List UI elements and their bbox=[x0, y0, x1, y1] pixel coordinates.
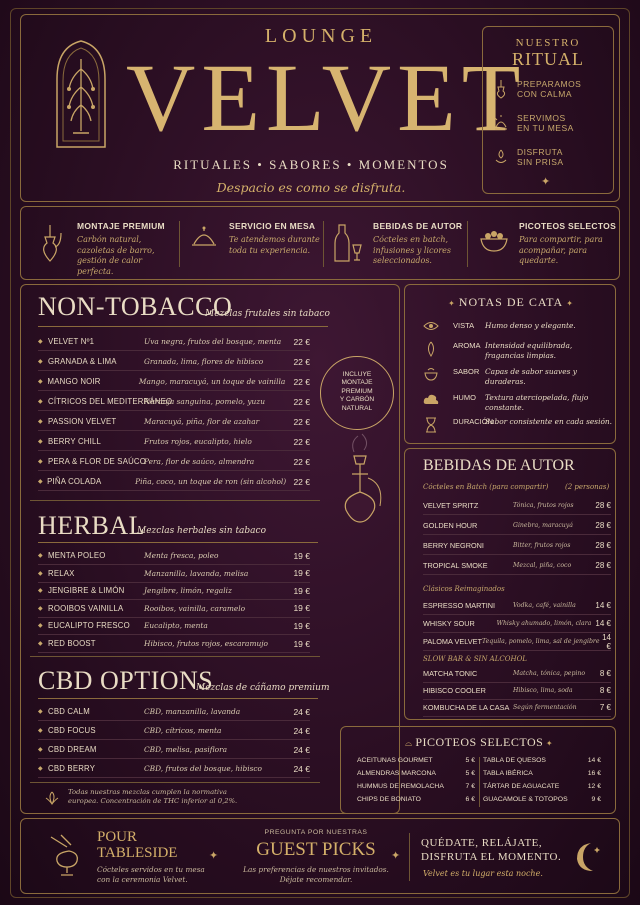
snack-bowl-icon: ⌓ bbox=[404, 738, 416, 748]
drink-item-desc: Hibisco, lima, soda bbox=[513, 687, 573, 694]
snack-item-name: ACEITUNAS GOURMET bbox=[357, 757, 433, 764]
drink-item bbox=[423, 497, 611, 515]
picoteos-title-row: ⌓ PICOTEOS SELECTOS ✦ bbox=[404, 735, 554, 749]
nota-item bbox=[423, 393, 613, 412]
star-ornament-icon: ✦ bbox=[209, 849, 219, 862]
herbal-title: HERBAL bbox=[38, 511, 145, 540]
ritual-panel bbox=[482, 26, 614, 194]
menu-item bbox=[38, 393, 310, 411]
relax-icon bbox=[493, 147, 509, 167]
snack-bowl-icon bbox=[479, 223, 509, 253]
menu-item-name: CBD BERRY bbox=[48, 764, 96, 773]
drink-item bbox=[423, 517, 611, 535]
badge-line: MONTAJE bbox=[341, 379, 373, 387]
pour-desc: Cócteles servidos en tu mesa bbox=[97, 865, 205, 874]
nota-desc: Sabor consistente en cada sesión. bbox=[485, 417, 613, 426]
menu-item-desc: Eucalipto, menta bbox=[144, 621, 208, 631]
menu-item-name: GRANADA & LIMA bbox=[48, 357, 117, 366]
non-tobacco-title: NON-TOBACCO bbox=[38, 292, 233, 321]
drink-item-desc: Según fermentación bbox=[513, 704, 577, 711]
snack-item-price: 9 € bbox=[591, 796, 601, 803]
feature-desc: Te atendemos durante toda tu experiencia. bbox=[229, 235, 320, 255]
bullet-icon: ◆ bbox=[38, 438, 43, 445]
drink-item-desc: Tequila, pomelo, lima, sal de jengibre bbox=[481, 638, 600, 645]
ritual-step-line2: CON CALMA bbox=[517, 89, 573, 99]
nota-item bbox=[423, 367, 613, 386]
menu-item-price: 19 € bbox=[293, 585, 310, 596]
bullet-icon: ◆ bbox=[38, 708, 43, 715]
menu-item-price: 19 € bbox=[293, 638, 310, 649]
menu-item-name: EUCALIPTO FRESCO bbox=[48, 621, 130, 631]
drink-item-price: 28 € bbox=[595, 521, 611, 530]
feature-desc: Para compartir, para acompañar, para quedarte. bbox=[519, 235, 603, 265]
menu-item bbox=[38, 333, 310, 351]
menu-item-name: RED BOOST bbox=[48, 639, 96, 648]
menu-item-name: CBD DREAM bbox=[48, 745, 97, 754]
menu-item-name: RELAX bbox=[48, 568, 75, 578]
menu-item-price: 24 € bbox=[293, 744, 310, 755]
bullet-icon: ◆ bbox=[38, 765, 43, 772]
snack-item-price: 12 € bbox=[587, 783, 601, 790]
menu-item-name: BERRY CHILL bbox=[48, 437, 102, 446]
menu-item-name: PIÑA COLADA bbox=[47, 477, 102, 486]
snack-item-price: 5 € bbox=[465, 757, 475, 764]
nota-label: HUMO bbox=[453, 393, 476, 402]
section-rule bbox=[38, 698, 318, 699]
feature-desc: Carbón natural, cazoletas de barro, gestión de calor perfecta. bbox=[77, 235, 155, 276]
divider bbox=[409, 833, 410, 881]
menu-item-price: 22 € bbox=[293, 396, 310, 407]
bullet-icon: ◆ bbox=[38, 604, 43, 612]
slow-label: SLOW BAR & SIN ALCOHOL bbox=[423, 655, 527, 663]
nota-label: SABOR bbox=[453, 367, 480, 376]
snack-item-name: ALMENDRAS MARCONA bbox=[357, 770, 436, 777]
snack-item-price: 6 € bbox=[465, 796, 475, 803]
hookah-icon bbox=[37, 223, 63, 263]
drink-item bbox=[423, 665, 611, 683]
feature-item bbox=[333, 217, 478, 273]
drink-item bbox=[423, 557, 611, 575]
menu-item-desc: Naranja sanguina, pomelo, yuzu bbox=[144, 397, 265, 406]
bullet-icon: ◆ bbox=[38, 398, 43, 405]
drink-item-desc: Mezcal, piña, coco bbox=[513, 562, 572, 569]
drink-item-name: VELVET SPRITZ bbox=[423, 501, 479, 510]
closing-line: DISFRUTA EL MOMENTO. bbox=[421, 851, 562, 863]
notas-title: NOTAS DE CATA bbox=[458, 295, 564, 309]
nota-item bbox=[423, 321, 613, 331]
clasicos-label: Clásicos Reimaginados bbox=[423, 585, 505, 593]
aroma-icon bbox=[423, 341, 439, 357]
drink-item-name: KOMBUCHA DE LA CASA bbox=[423, 703, 510, 712]
star-ornament-icon: ✦ bbox=[391, 849, 401, 862]
feature-item bbox=[479, 217, 624, 273]
guest-desc: Las preferencias de nuestros invitados. bbox=[243, 865, 389, 874]
drink-item-name: ESPRESSO MARTINI bbox=[423, 601, 496, 610]
drink-item-name: HIBISCO COOLER bbox=[423, 686, 486, 695]
pour-desc: con la ceremonia Velvet. bbox=[97, 875, 188, 884]
feature-title: BEBIDAS DE AUTOR bbox=[373, 221, 463, 231]
cbd-title: CBD OPTIONS bbox=[38, 666, 214, 695]
bullet-icon: ◆ bbox=[38, 746, 43, 753]
badge-line: Y CARBÓN bbox=[339, 396, 375, 404]
closing-tagline: Velvet es tu lugar esta noche. bbox=[423, 869, 543, 878]
snack-item-price: 14 € bbox=[587, 757, 601, 764]
menu-item-price: 19 € bbox=[293, 568, 310, 579]
bullet-icon: ◆ bbox=[38, 358, 43, 365]
menu-item-price: 22 € bbox=[293, 376, 310, 387]
menu-item-price: 22 € bbox=[293, 416, 310, 427]
divider bbox=[467, 221, 468, 267]
menu-item-desc: Mango, maracuyá, un toque de vainilla bbox=[138, 377, 286, 386]
moon-icon bbox=[569, 839, 605, 875]
menu-item-desc: Jengibre, limón, regaliz bbox=[144, 586, 232, 596]
leaf-icon bbox=[44, 790, 60, 806]
pour-title: POUR bbox=[97, 829, 138, 845]
ritual-title-top: NUESTRO bbox=[515, 37, 581, 49]
menu-item-price: 22 € bbox=[293, 336, 310, 347]
hourglass-icon bbox=[423, 417, 439, 433]
menu-item-name: PASSION VELVET bbox=[48, 417, 117, 426]
taste-icon bbox=[423, 367, 439, 381]
ritual-step-line1: SERVIMOS bbox=[517, 113, 566, 123]
drink-item-price: 8 € bbox=[599, 669, 611, 678]
menu-item-desc: CBD, frutos del bosque, hibisco bbox=[144, 764, 262, 773]
badge-line: PREMIUM bbox=[341, 387, 373, 395]
menu-item-price: 24 € bbox=[293, 725, 310, 736]
cbd-note: Todas nuestras mezclas cumplen la normativa europea. Concentración de THC inferior al 0,2%. bbox=[68, 788, 238, 805]
ritual-step-line2: SIN PRISA bbox=[517, 157, 564, 167]
menu-item-price: 24 € bbox=[293, 763, 310, 774]
picoteos-panel bbox=[340, 726, 616, 814]
menu-item-desc: CBD, cítricos, menta bbox=[144, 726, 222, 735]
snack-item-name: TABLA IBÉRICA bbox=[483, 770, 533, 777]
bullet-icon: ◆ bbox=[38, 378, 43, 385]
drink-item bbox=[423, 615, 611, 633]
nota-desc: Humo denso y elegante. bbox=[485, 321, 576, 330]
section-rule bbox=[30, 656, 320, 657]
snack-item bbox=[483, 783, 601, 790]
bullet-icon: ◆ bbox=[38, 569, 43, 577]
divider bbox=[323, 221, 324, 267]
nota-desc: Intensidad equilibrada, fragancias limpias. bbox=[485, 341, 573, 360]
menu-item-price: 22 € bbox=[293, 356, 310, 367]
badge-line: INCLUYE bbox=[342, 371, 372, 378]
bullet-icon: ◆ bbox=[38, 622, 43, 630]
picoteos-title: PICOTEOS SELECTOS bbox=[415, 735, 544, 749]
drink-item-desc: Bitter, frutos rojos bbox=[513, 542, 571, 549]
brand-tagline: RITUALES • SABORES • MOMENTOS bbox=[173, 157, 449, 172]
guest-title: GUEST PICKS bbox=[256, 839, 376, 860]
nota-desc: Capas de sabor suaves y duraderas. bbox=[485, 367, 577, 386]
snack-item bbox=[357, 770, 475, 777]
drink-item-price: 28 € bbox=[595, 501, 611, 510]
menu-item bbox=[38, 433, 310, 451]
bullet-icon: ◆ bbox=[38, 458, 43, 465]
menu-item-price: 22 € bbox=[293, 436, 310, 447]
snack-item-price: 7 € bbox=[465, 783, 475, 790]
menu-item-name: MENTA POLEO bbox=[48, 551, 106, 560]
snack-item bbox=[357, 783, 475, 790]
snack-item bbox=[483, 757, 601, 764]
menu-item-desc: Menta fresca, poleo bbox=[144, 551, 219, 560]
menu-item-price: 22 € bbox=[293, 456, 310, 467]
ritual-step bbox=[493, 147, 564, 167]
snack-item bbox=[357, 757, 475, 764]
bullet-icon: ◆ bbox=[38, 338, 43, 345]
menu-item-desc: Granada, lima, flores de hibisco bbox=[144, 357, 264, 366]
menu-item bbox=[38, 473, 310, 491]
drink-item-desc: Vodka, café, vainilla bbox=[513, 602, 576, 609]
badge-line: NATURAL bbox=[341, 404, 373, 412]
menu-item-desc: CBD, manzanilla, lavanda bbox=[144, 707, 241, 716]
non-tobacco-subtitle: Mezclas frutales sin tabaco bbox=[205, 309, 330, 319]
menu-item-name: MANGO NOIR bbox=[47, 377, 101, 386]
menu-item bbox=[38, 617, 310, 635]
nota-label: VISTA bbox=[453, 321, 475, 330]
drink-item-price: 28 € bbox=[595, 541, 611, 550]
menu-item-desc: Rooibos, vainilla, caramelo bbox=[144, 603, 246, 613]
section-rule bbox=[38, 542, 318, 543]
snack-item-name: HUMMUS DE REMOLACHA bbox=[357, 783, 444, 790]
bullet-icon: ◆ bbox=[38, 640, 43, 647]
cbd-subtitle: Mezclas de cáñamo premium bbox=[196, 683, 330, 693]
snack-item bbox=[483, 796, 601, 803]
menu-item-name: CBD FOCUS bbox=[48, 726, 96, 735]
drink-item-name: WHISKY SOUR bbox=[423, 619, 475, 628]
menu-item-desc: Manzanilla, lavanda, melisa bbox=[144, 568, 249, 578]
bebidas-title: BEBIDAS DE AUTOR bbox=[423, 457, 575, 474]
hookah-illustration-icon bbox=[330, 434, 390, 524]
eye-icon bbox=[423, 321, 439, 331]
section-rule bbox=[30, 782, 320, 783]
menu-item-price: 19 € bbox=[293, 603, 310, 614]
menu-item bbox=[38, 741, 310, 759]
drink-item-price: 14 € bbox=[602, 632, 611, 651]
divider bbox=[179, 221, 180, 267]
drink-item-desc: Whisky ahumado, limón, clara bbox=[496, 620, 592, 627]
drink-item-name: GOLDEN HOUR bbox=[423, 521, 478, 530]
drink-item-name: BERRY NEGRONI bbox=[423, 541, 484, 550]
bullet-icon: ◆ bbox=[38, 552, 43, 559]
bottle-glass-icon bbox=[333, 223, 363, 263]
bebidas-panel bbox=[404, 448, 616, 720]
nota-item bbox=[423, 341, 613, 360]
drink-item-price: 14 € bbox=[595, 619, 611, 628]
snack-item bbox=[357, 796, 475, 803]
footer-panel bbox=[20, 818, 620, 894]
drink-item-price: 7 € bbox=[599, 703, 611, 712]
menu-item-desc: Maracuyá, piña, flor de azahar bbox=[144, 417, 260, 426]
drink-item bbox=[423, 537, 611, 555]
menu-item-name: PERA & FLOR DE SAÚCO bbox=[48, 457, 147, 466]
drink-item-price: 28 € bbox=[595, 561, 611, 570]
menu-item bbox=[38, 353, 310, 371]
nota-desc: Textura aterciopelada, flujo constante. bbox=[485, 393, 589, 412]
hookah-icon bbox=[493, 79, 509, 99]
nota-item bbox=[423, 417, 613, 433]
cloche-icon bbox=[189, 223, 219, 253]
guest-desc: Déjate recomendar. bbox=[279, 875, 353, 884]
features-panel bbox=[20, 206, 620, 280]
menu-item bbox=[38, 760, 310, 778]
pour-title: TABLESIDE bbox=[97, 845, 178, 861]
menu-item bbox=[38, 600, 310, 618]
menu-item-desc: CBD, melisa, pasiflora bbox=[144, 745, 228, 754]
menu-item-desc: Frutos rojos, eucalipto, hielo bbox=[144, 437, 252, 446]
snack-item-name: TABLA DE QUESOS bbox=[483, 757, 546, 764]
drink-item-name: TROPICAL SMOKE bbox=[423, 561, 488, 570]
drink-item-desc: Tónica, frutos rojos bbox=[513, 502, 574, 509]
menu-item bbox=[38, 565, 310, 583]
bullet-icon: ◆ bbox=[38, 587, 43, 595]
ritual-title-bottom: RITUAL bbox=[512, 49, 584, 69]
ritual-step-line1: PREPARAMOS bbox=[517, 79, 582, 89]
drink-item bbox=[423, 682, 611, 700]
logo-emblem-icon bbox=[51, 39, 111, 149]
snack-item-price: 16 € bbox=[587, 770, 601, 777]
menu-item-desc: Pera, flor de saúco, almendra bbox=[144, 457, 255, 466]
menu-item-price: 22 € bbox=[293, 476, 310, 487]
brand-title: VELVET bbox=[126, 44, 527, 151]
menu-item bbox=[38, 703, 310, 721]
batch-note: (2 personas) bbox=[565, 483, 610, 491]
nota-label: DURACIÓN bbox=[453, 417, 494, 426]
drink-item bbox=[423, 699, 611, 717]
menu-item-price: 24 € bbox=[293, 706, 310, 717]
snack-item-name: TÁRTAR DE AGUACATE bbox=[483, 783, 560, 790]
menu-item bbox=[38, 453, 310, 471]
snack-item-name: GUACAMOLE & TOTOPOS bbox=[483, 796, 568, 803]
ritual-step-line1: DISFRUTA bbox=[517, 147, 563, 157]
bullet-icon: ◆ bbox=[38, 727, 43, 734]
ritual-step bbox=[493, 113, 574, 133]
snack-item-name: CHIPS DE BONIATO bbox=[357, 796, 421, 803]
section-rule bbox=[30, 500, 320, 501]
feature-title: MONTAJE PREMIUM bbox=[77, 221, 165, 231]
drink-item-desc: Ginebra, maracuyá bbox=[513, 522, 573, 529]
nota-label: AROMA bbox=[453, 341, 481, 350]
menu-item bbox=[38, 547, 310, 565]
drink-item-price: 8 € bbox=[599, 686, 611, 695]
drink-item-name: PALOMA VELVET bbox=[423, 637, 482, 646]
divider bbox=[479, 757, 480, 807]
menu-item bbox=[38, 722, 310, 740]
menu-item-name: ROOIBOS VAINILLA bbox=[48, 603, 124, 613]
menu-item bbox=[38, 582, 310, 600]
menu-item-name: CÍTRICOS DEL MEDITERRÁNEO bbox=[48, 397, 173, 406]
feature-title: SERVICIO EN MESA bbox=[229, 221, 316, 231]
menu-item bbox=[38, 373, 310, 391]
guest-pre: PREGUNTA POR NUESTRAS bbox=[264, 829, 368, 836]
drink-item-desc: Matcha, tónica, pepino bbox=[513, 670, 586, 677]
ritual-step-line2: EN TU MESA bbox=[517, 123, 574, 133]
ritual-step bbox=[493, 79, 581, 99]
menu-item bbox=[38, 413, 310, 431]
bullet-icon: ◆ bbox=[38, 478, 43, 485]
section-rule bbox=[38, 326, 328, 327]
drink-item-price: 14 € bbox=[595, 601, 611, 610]
batch-label: Cócteles en Batch (para compartir) bbox=[423, 483, 549, 491]
drink-item bbox=[423, 633, 611, 651]
feature-item bbox=[189, 217, 334, 273]
drink-item-name: MATCHA TONIC bbox=[423, 669, 478, 678]
bullet-icon: ◆ bbox=[38, 418, 43, 425]
premium-badge bbox=[320, 356, 394, 430]
snack-item-price: 5 € bbox=[465, 770, 475, 777]
menu-item-price: 19 € bbox=[293, 620, 310, 631]
menu-item-name: CBD CALM bbox=[48, 707, 90, 716]
notas-title-row: ✦ NOTAS DE CATA ✦ bbox=[448, 295, 574, 309]
snack-item bbox=[483, 770, 601, 777]
closing-line: QUÉDATE, RELÁJATE, bbox=[421, 837, 543, 849]
menu-item-desc: Hibisco, frutos rojos, escaramujo bbox=[144, 639, 268, 648]
cloud-icon bbox=[423, 393, 439, 405]
menu-item-price: 19 € bbox=[293, 550, 310, 561]
serve-icon bbox=[493, 113, 509, 133]
menu-item-desc: Piña, coco, un toque de ron (sin alcohol) bbox=[135, 477, 287, 486]
lounge-label: LOUNGE bbox=[264, 25, 378, 47]
herbal-subtitle: Mezclas herbales sin tabaco bbox=[137, 526, 267, 536]
drink-item bbox=[423, 597, 611, 615]
feature-title: PICOTEOS SELECTOS bbox=[519, 221, 617, 231]
notas-panel bbox=[404, 284, 616, 444]
brand-slogan: Despacio es como se disfruta. bbox=[216, 180, 406, 195]
star-ornament-icon: ✦ bbox=[541, 175, 551, 188]
feature-desc: Cócteles en batch, infusiones y licores seleccionados. bbox=[373, 235, 451, 265]
menu-item-name: JENGIBRE & LIMÓN bbox=[48, 586, 125, 596]
menu-item bbox=[38, 635, 310, 653]
menu-item-desc: Uva negra, frutos del bosque, menta bbox=[144, 337, 282, 346]
feature-item bbox=[37, 217, 182, 276]
menu-item-name: VELVET Nº1 bbox=[48, 337, 95, 346]
cocktail-shaker-icon bbox=[47, 833, 81, 877]
